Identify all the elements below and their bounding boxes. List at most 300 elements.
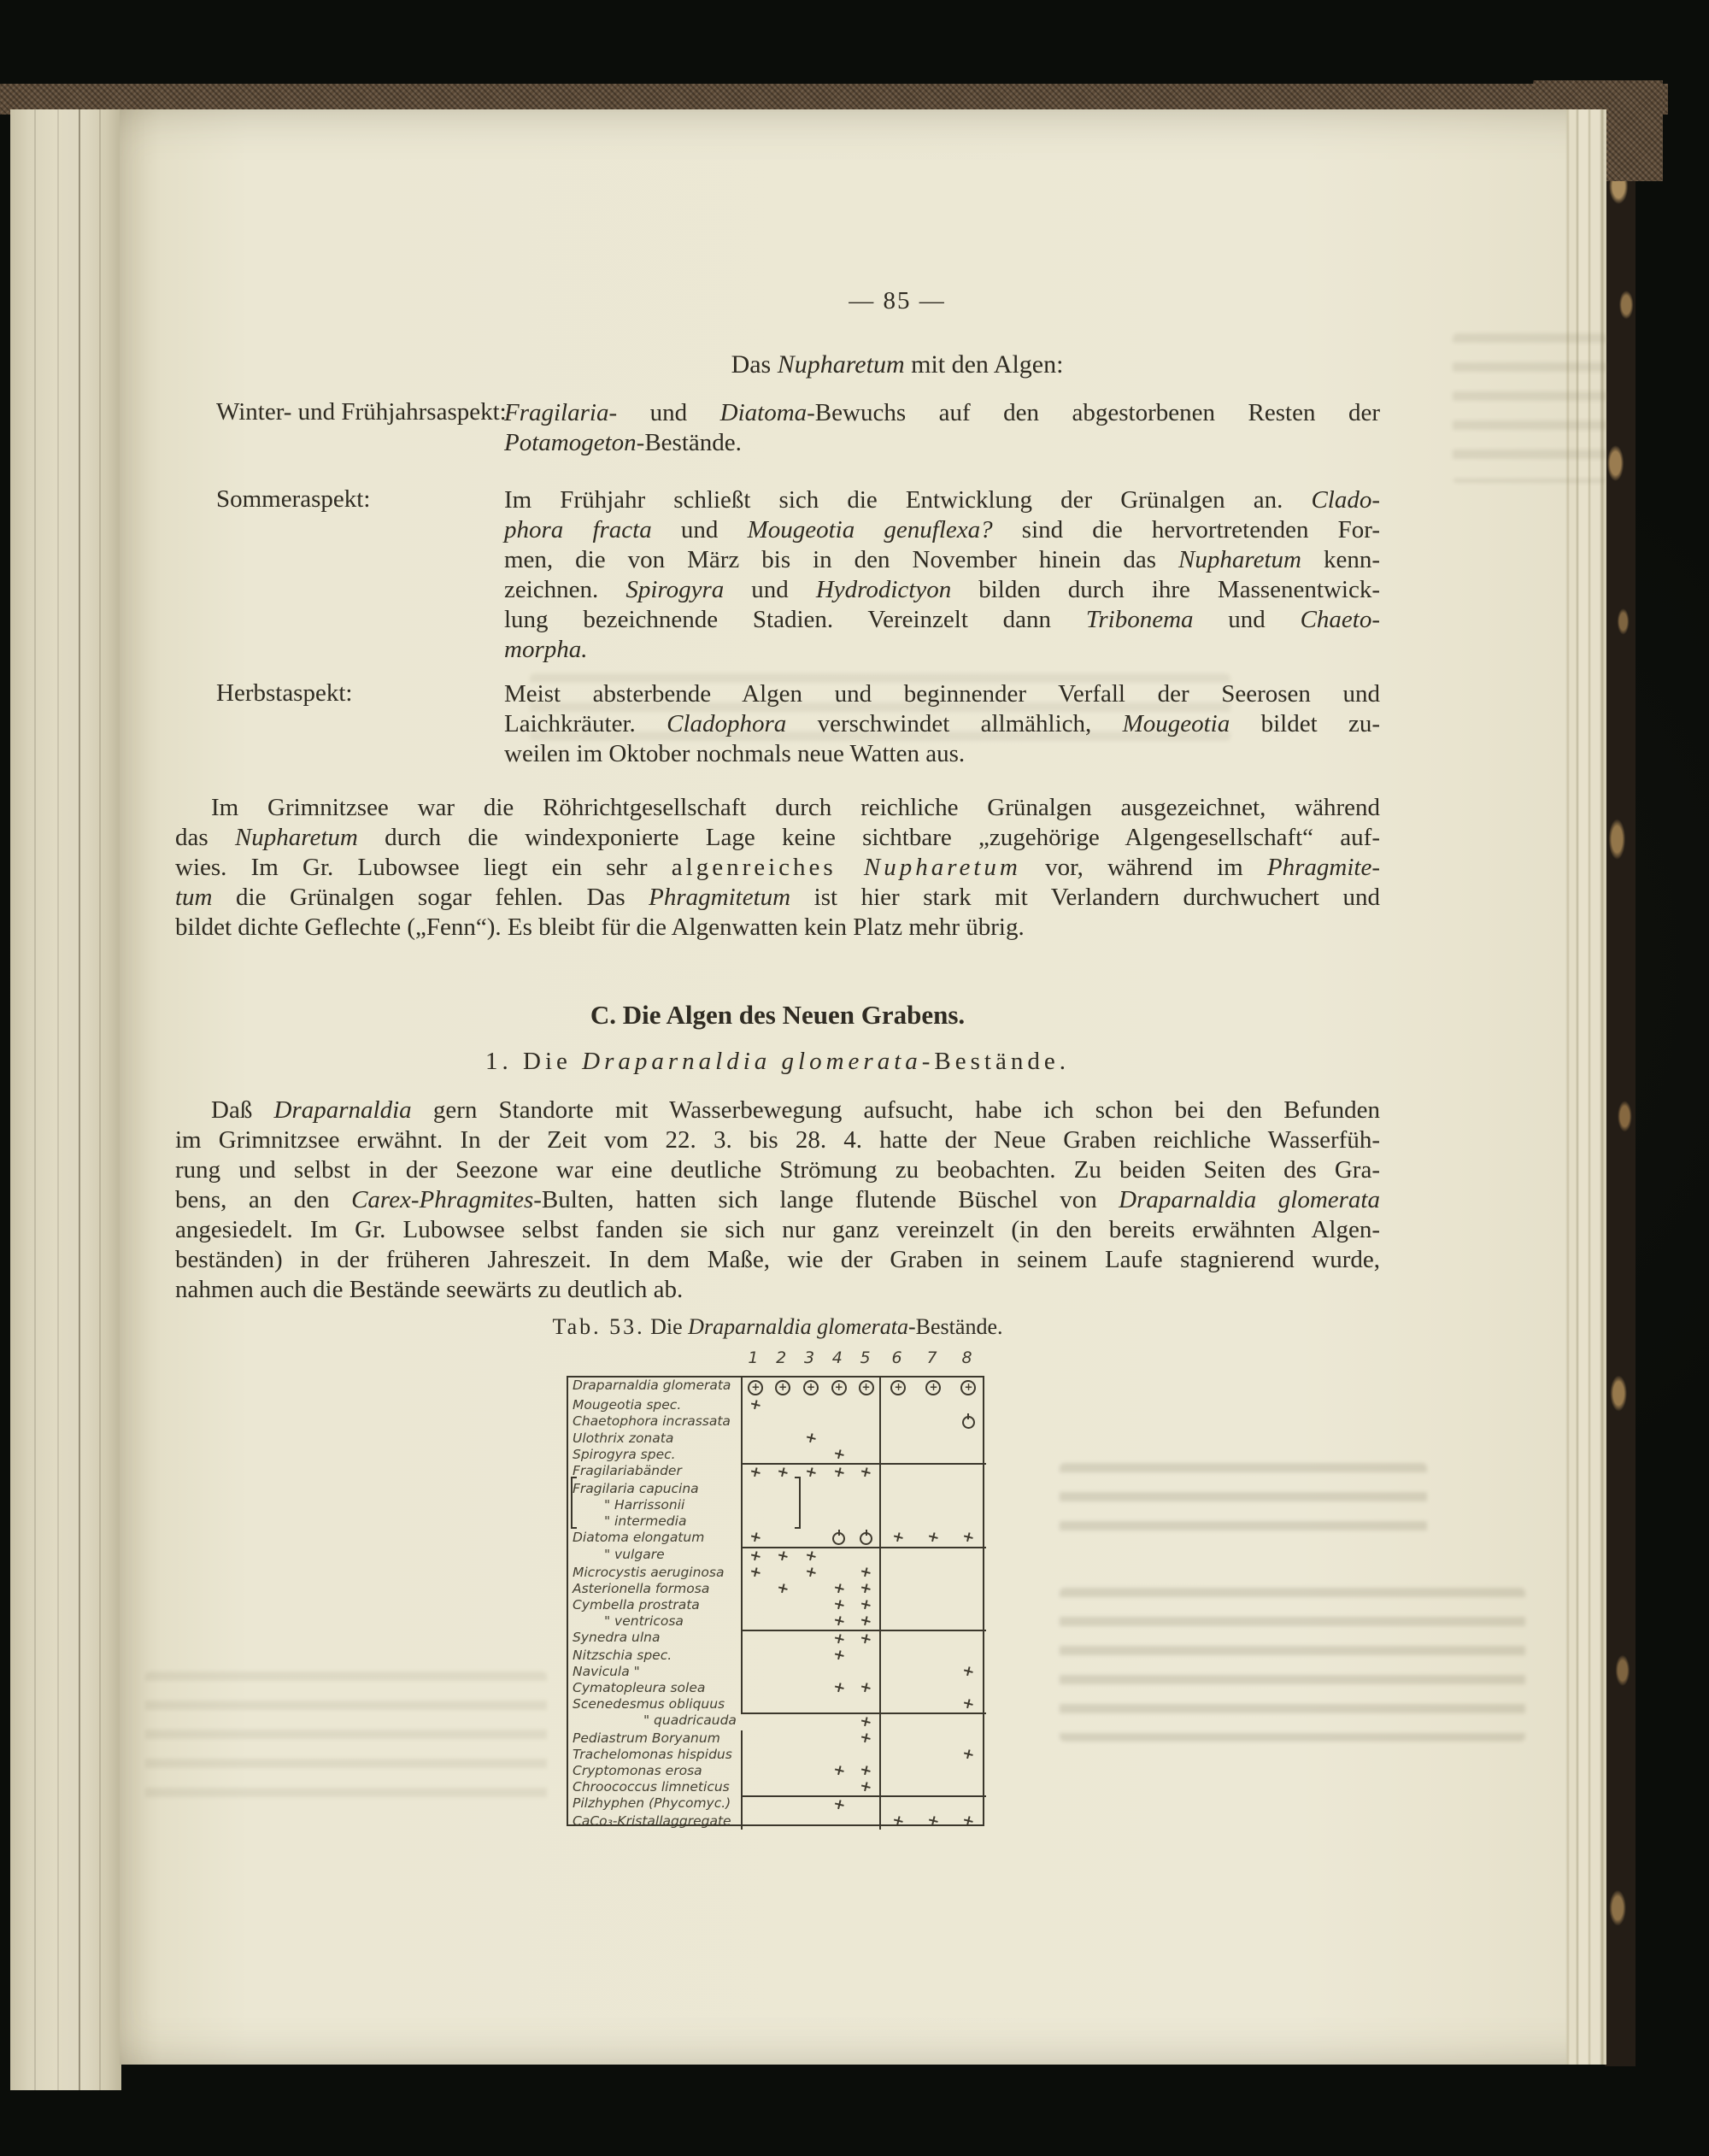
text-line: morpha. xyxy=(504,636,588,663)
circled-plus-symbol: + xyxy=(859,1380,874,1395)
aspect-text-winter xyxy=(504,398,1380,458)
table-row-label: Ulothrix zonata xyxy=(573,1430,674,1446)
table-cell xyxy=(825,1730,853,1747)
table-cell xyxy=(825,1497,853,1513)
table-cell xyxy=(853,1547,881,1565)
table-cell xyxy=(825,1712,853,1730)
table-cell xyxy=(741,1378,769,1397)
table-column-headers xyxy=(567,1347,984,1369)
table-cell xyxy=(881,1565,916,1581)
table-cell xyxy=(825,1779,853,1795)
table-cell xyxy=(797,1413,825,1430)
table-cell xyxy=(797,1779,825,1795)
table-cell xyxy=(741,1547,769,1565)
table-cell xyxy=(769,1648,797,1664)
plus-symbol: + xyxy=(858,1777,875,1797)
table-cell xyxy=(853,1447,881,1463)
table-col-header: 5 xyxy=(860,1348,871,1367)
table-cell xyxy=(797,1747,825,1763)
plus-symbol: + xyxy=(858,1562,875,1583)
table-cell xyxy=(916,1547,951,1565)
table-row-label: Pediastrum Boryanum xyxy=(573,1730,720,1746)
table-cell xyxy=(916,1463,951,1481)
table-cell xyxy=(916,1795,951,1813)
text-line: Im Frühjahr schließt sich die Entwicklung der Grünalgen an. Clado- xyxy=(504,486,1380,514)
plus-symbol: + xyxy=(925,1527,942,1548)
table-cell xyxy=(769,1481,797,1497)
table-cell xyxy=(769,1565,797,1581)
page-number: — 85 — xyxy=(849,287,946,314)
table-cell xyxy=(916,1430,951,1447)
circled-plus-symbol: + xyxy=(925,1380,941,1395)
table-cell xyxy=(825,1813,853,1830)
plus-symbol: + xyxy=(858,1677,875,1698)
table-cell xyxy=(825,1513,853,1530)
table-cell xyxy=(741,1664,769,1680)
table-cell xyxy=(769,1397,797,1413)
table-cell xyxy=(916,1481,951,1497)
table-cell xyxy=(797,1680,825,1696)
plus-symbol: + xyxy=(858,1760,875,1781)
table-cell xyxy=(881,1581,916,1597)
text-line: men, die von März bis in den November hinein das Nupharetum kenn- xyxy=(504,546,1381,573)
table-cell xyxy=(797,1530,825,1547)
table-cell xyxy=(741,1481,769,1497)
plus-symbol: + xyxy=(831,1795,848,1815)
table-cell xyxy=(769,1463,797,1481)
table-cell xyxy=(951,1763,986,1779)
table-row-label: Fragilaria capucina xyxy=(573,1481,699,1496)
plus-symbol: + xyxy=(831,1677,848,1698)
table-cell xyxy=(797,1730,825,1747)
table-row-label: Chaetophora incrassata xyxy=(573,1413,731,1429)
table-cell xyxy=(769,1779,797,1795)
table-cell xyxy=(797,1597,825,1613)
table-cell xyxy=(916,1664,951,1680)
left-page-block-edge xyxy=(10,109,121,2090)
plus-symbol: + xyxy=(748,1395,764,1415)
table-cell xyxy=(916,1648,951,1664)
table-row-label: " ventricosa xyxy=(604,1613,684,1629)
table-cell xyxy=(951,1527,986,1548)
table-cell xyxy=(769,1747,797,1763)
plus-symbol: + xyxy=(831,1462,848,1483)
table-row-label: Spirogyra spec. xyxy=(573,1447,676,1462)
table-cell xyxy=(881,1730,916,1747)
plus-symbol: + xyxy=(831,1444,848,1465)
table-cell xyxy=(741,1813,769,1830)
table-cell xyxy=(769,1730,797,1747)
table-cell xyxy=(741,1581,769,1597)
table-cell xyxy=(741,1680,769,1696)
table-cell xyxy=(797,1712,825,1730)
table-cell xyxy=(797,1613,825,1630)
intro-heading: Das Nupharetum mit den Algen: xyxy=(731,350,1064,379)
table-cell xyxy=(881,1763,916,1779)
gutter-crease xyxy=(79,109,80,2090)
table-caption: Tab. 53. Die Draparnaldia glomerata-Bestände. xyxy=(552,1314,1003,1339)
table-col-header: 6 xyxy=(891,1348,902,1367)
table-cell xyxy=(881,1664,916,1680)
table-cell xyxy=(853,1730,881,1747)
table-cell xyxy=(916,1513,951,1530)
table-cell xyxy=(916,1413,951,1430)
table-cell xyxy=(881,1630,916,1648)
table-cell xyxy=(825,1664,853,1680)
table-cell xyxy=(881,1547,916,1565)
circled-plus-symbol: + xyxy=(775,1380,790,1395)
plus-symbol: + xyxy=(858,1728,875,1748)
table-cell xyxy=(769,1378,797,1397)
table-row-label: Microcystis aeruginosa xyxy=(573,1565,725,1580)
circle-tick-symbol xyxy=(860,1532,872,1545)
table-cell xyxy=(825,1597,853,1613)
table-cell xyxy=(916,1497,951,1513)
table-cell xyxy=(825,1444,853,1465)
table-cell xyxy=(825,1747,853,1763)
table-cell xyxy=(916,1447,951,1463)
table-cell xyxy=(825,1795,853,1813)
text-line: weilen im Oktober nochmals neue Watten aus. xyxy=(504,740,966,767)
table-cell xyxy=(853,1677,881,1698)
table-cell xyxy=(769,1578,797,1599)
aspect-label-herbst: Herbstaspekt: xyxy=(216,679,353,707)
row-group-bracket xyxy=(795,1477,801,1529)
table-cell xyxy=(853,1562,881,1583)
text-line: tum die Grünalgen sogar fehlen. Das Phragmitetum ist hier stark mit Verlandern durchwuchert und xyxy=(175,884,1381,911)
table-cell xyxy=(769,1413,797,1430)
table-cell xyxy=(853,1463,881,1481)
table-cell xyxy=(916,1527,951,1548)
table-cell xyxy=(853,1481,881,1497)
table-cell xyxy=(881,1779,916,1795)
table-cell xyxy=(741,1613,769,1630)
plus-symbol: + xyxy=(748,1562,764,1583)
table-row-label: Cymatopleura solea xyxy=(573,1680,706,1695)
table-cell xyxy=(916,1565,951,1581)
table-cell xyxy=(825,1463,853,1481)
table-cell xyxy=(951,1730,986,1747)
table-cell xyxy=(769,1712,797,1730)
bleed-through-text xyxy=(530,673,1230,742)
table-cell xyxy=(881,1813,916,1830)
table-cell xyxy=(951,1447,986,1463)
circle-tick-symbol xyxy=(962,1416,975,1429)
table-cell xyxy=(741,1648,769,1664)
plus-symbol: + xyxy=(802,1462,819,1483)
table-cell xyxy=(797,1763,825,1779)
table-cell xyxy=(951,1397,986,1413)
table-cell xyxy=(916,1813,951,1830)
table-col-header: 1 xyxy=(748,1348,759,1367)
plus-symbol: + xyxy=(890,1811,907,1831)
table-cell xyxy=(797,1813,825,1830)
table-cell xyxy=(741,1763,769,1779)
plus-symbol: + xyxy=(858,1578,875,1599)
table-cell xyxy=(951,1413,986,1430)
table-cell xyxy=(741,1597,769,1613)
table-cell xyxy=(825,1530,853,1547)
table-cell xyxy=(853,1795,881,1813)
table-cell xyxy=(769,1763,797,1779)
table-cell xyxy=(951,1481,986,1497)
table-cell xyxy=(853,1578,881,1599)
table-cell xyxy=(881,1613,916,1630)
plus-symbol: + xyxy=(831,1629,848,1649)
table-row-label: Trachelomonas hispidus xyxy=(573,1747,732,1762)
table-cell xyxy=(797,1562,825,1583)
table-cell xyxy=(853,1664,881,1680)
aspect-label-sommer: Sommeraspekt: xyxy=(216,485,371,513)
table-cell xyxy=(853,1813,881,1830)
table-cell xyxy=(797,1547,825,1565)
text-line: Potamogeton-Bestände. xyxy=(504,429,742,456)
table-cell xyxy=(825,1397,853,1413)
table-cell xyxy=(825,1630,853,1648)
plus-symbol: + xyxy=(858,1611,875,1631)
table-cell xyxy=(951,1547,986,1565)
table-cell xyxy=(916,1747,951,1763)
table-cell xyxy=(769,1547,797,1565)
table-cell xyxy=(951,1513,986,1530)
section-heading: C. Die Algen des Neuen Grabens. xyxy=(590,1000,966,1030)
table-col-header: 2 xyxy=(776,1348,787,1367)
table-cell xyxy=(916,1730,951,1747)
table-cell xyxy=(951,1813,986,1830)
table-cell xyxy=(825,1578,853,1599)
table-cell xyxy=(797,1481,825,1497)
table-row-label: Pilzhyphen (Phycomyc.) xyxy=(573,1795,731,1811)
circle-tick-symbol xyxy=(832,1532,845,1545)
table-cell xyxy=(769,1613,797,1630)
table-row-label: Draparnaldia glomerata xyxy=(573,1378,731,1393)
table-cell xyxy=(797,1447,825,1463)
table-cell xyxy=(741,1779,769,1795)
table-cell xyxy=(881,1463,916,1481)
table-cell xyxy=(825,1613,853,1630)
plus-symbol: + xyxy=(858,1462,875,1483)
text-line: beständen) in der früheren Jahreszeit. In dem Maße, wie der Graben in seinem Laufe stagnierend wurde, xyxy=(175,1246,1380,1273)
table-cell xyxy=(741,1413,769,1430)
table-row-label: Mougeotia spec. xyxy=(573,1397,682,1413)
table-cell xyxy=(916,1779,951,1795)
table-cell xyxy=(825,1645,853,1665)
table-cell xyxy=(881,1527,916,1548)
text-line: Daß Draparnaldia gern Standorte mit Wasserbewegung aufsucht, habe ich schon bei den Befunden xyxy=(211,1096,1380,1124)
table-cell xyxy=(951,1648,986,1664)
table-cell xyxy=(825,1677,853,1698)
table-cell xyxy=(951,1497,986,1513)
table-cell xyxy=(916,1763,951,1779)
table-cell xyxy=(797,1648,825,1664)
table-cell xyxy=(825,1481,853,1497)
table-cell xyxy=(916,1696,951,1712)
table-cell xyxy=(853,1779,881,1795)
table-col-header: 3 xyxy=(803,1348,815,1367)
table-cell xyxy=(916,1397,951,1413)
table-cell xyxy=(797,1581,825,1597)
table-cell xyxy=(797,1397,825,1413)
table-cell xyxy=(881,1712,916,1730)
table-col-header: 4 xyxy=(831,1348,843,1367)
table-cell xyxy=(881,1513,916,1530)
table-cell xyxy=(881,1497,916,1513)
table-cell xyxy=(951,1661,986,1682)
table-cell xyxy=(916,1597,951,1613)
table-row-label: Scenedesmus obliquus xyxy=(573,1696,725,1712)
text-line: lung bezeichnende Stadien. Vereinzelt dann Tribonema und Chaeto- xyxy=(504,606,1380,633)
plus-symbol: + xyxy=(774,1462,791,1483)
table-cell xyxy=(853,1513,881,1530)
table-cell xyxy=(825,1760,853,1781)
table-cell xyxy=(741,1795,769,1813)
plus-symbol: + xyxy=(960,1744,977,1765)
table-cell xyxy=(951,1712,986,1730)
table-cell xyxy=(853,1630,881,1648)
table-row-label: " vulgare xyxy=(604,1547,665,1562)
table-cell xyxy=(741,1712,769,1730)
table-cell xyxy=(769,1696,797,1712)
text-line: phora fracta und Mougeotia genuflexa? sind die hervortretenden For- xyxy=(504,516,1381,543)
table-cell xyxy=(853,1413,881,1430)
table-cell xyxy=(853,1530,881,1547)
table-cell xyxy=(741,1730,769,1747)
table-cell xyxy=(853,1712,881,1730)
table-cell xyxy=(853,1430,881,1447)
plus-symbol: + xyxy=(802,1428,819,1448)
table-row-label: Nitzschia spec. xyxy=(573,1648,672,1663)
table-cell xyxy=(741,1630,769,1648)
table-cell xyxy=(881,1481,916,1497)
table-row-label: " quadricauda xyxy=(643,1712,737,1728)
aspect-text-sommer xyxy=(504,485,1380,665)
table-cell xyxy=(916,1630,951,1648)
table-row-label: " Harrissonii xyxy=(604,1497,685,1513)
bleed-through-text xyxy=(1060,1588,1525,1742)
table-cell xyxy=(951,1565,986,1581)
table-cell xyxy=(797,1497,825,1513)
table-cell xyxy=(825,1378,853,1397)
table-cell xyxy=(741,1696,769,1712)
plus-symbol: + xyxy=(960,1811,977,1831)
table-cell xyxy=(797,1463,825,1481)
plus-symbol: + xyxy=(831,1578,848,1599)
table-cell xyxy=(951,1779,986,1795)
circled-plus-symbol: + xyxy=(890,1380,906,1395)
table-cell xyxy=(951,1696,986,1712)
table-cell xyxy=(853,1613,881,1630)
circled-plus-symbol: + xyxy=(803,1380,819,1395)
text-line: rung und selbst in der Seezone war eine deutliche Strömung zu beobachten. Zu beiden Seiten des Gra- xyxy=(175,1156,1380,1184)
table-cell xyxy=(881,1680,916,1696)
table-cell xyxy=(853,1760,881,1781)
circled-plus-symbol: + xyxy=(748,1380,763,1395)
table-cell xyxy=(916,1613,951,1630)
table-cell xyxy=(741,1430,769,1447)
table-cell xyxy=(825,1430,853,1447)
circled-plus-symbol: + xyxy=(831,1380,847,1395)
text-line: angesiedelt. Im Gr. Lubowsee selbst fanden sie sich nur ganz vereinzelt (in den bereits erwähnten Algen- xyxy=(175,1216,1380,1243)
table-cell xyxy=(853,1648,881,1664)
table-row-label: Cymbella prostrata xyxy=(573,1597,700,1613)
table-cell xyxy=(951,1630,986,1648)
text-line: Im Grimnitzsee war die Röhrichtgesellschaft durch reichliche Grünalgen ausgezeichnet, während xyxy=(211,794,1380,821)
table-cell xyxy=(951,1463,986,1481)
table-cell xyxy=(951,1744,986,1765)
text-line: Fragilaria- und Diatoma-Bewuchs auf den abgestorbenen Resten der xyxy=(504,399,1380,426)
plus-symbol: + xyxy=(831,1611,848,1631)
table-cell xyxy=(769,1664,797,1680)
table-cell xyxy=(797,1430,825,1447)
text-line: bildet dichte Geflechte („Fenn“). Es bleibt für die Algenwatten kein Platz mehr übrig. xyxy=(175,914,1025,941)
table-cell xyxy=(797,1795,825,1813)
plus-symbol: + xyxy=(802,1546,819,1566)
table-cell xyxy=(741,1497,769,1513)
plus-symbol: + xyxy=(748,1527,764,1548)
table-cell xyxy=(769,1497,797,1513)
book-cover-edge-right xyxy=(1605,87,1636,2066)
plus-symbol: + xyxy=(774,1546,791,1566)
table-cell xyxy=(741,1513,769,1530)
subsection-heading: 1. Die Draparnaldia glomerata-Bestände. xyxy=(485,1048,1070,1075)
table-cell xyxy=(951,1680,986,1696)
text-line: Laichkräuter. Cladophora verschwindet allmählich, Mougeotia bildet zu- xyxy=(504,710,1380,737)
table-cell xyxy=(853,1696,881,1712)
table-cell xyxy=(853,1397,881,1413)
text-line: im Grimnitzsee erwähnt. In der Zeit vom 22. 3. bis 28. 4. hatte der Neue Graben reichliche Wasserfüh- xyxy=(175,1126,1380,1154)
table-cell xyxy=(951,1581,986,1597)
table-cell xyxy=(853,1378,881,1397)
table-row-label: Chroococcus limneticus xyxy=(573,1779,730,1795)
table-cell xyxy=(797,1696,825,1712)
bleed-through-text xyxy=(1453,333,1606,483)
table-cell xyxy=(769,1447,797,1463)
table-cell xyxy=(881,1430,916,1447)
table-row-label: Asterionella formosa xyxy=(573,1581,710,1596)
page-edge-line xyxy=(34,109,36,2090)
plus-symbol: + xyxy=(925,1811,942,1831)
table-cell xyxy=(881,1648,916,1664)
table-cell xyxy=(916,1378,951,1397)
plus-symbol: + xyxy=(748,1546,764,1566)
text-line: zeichnen. Spirogyra und Hydrodictyon bilden durch ihre Massenentwick- xyxy=(504,576,1380,603)
table-cell xyxy=(916,1680,951,1696)
table-cell xyxy=(769,1530,797,1547)
table-cell xyxy=(881,1413,916,1430)
table-cell xyxy=(769,1795,797,1813)
circled-plus-symbol: + xyxy=(960,1380,976,1395)
table-row-label: " intermedia xyxy=(604,1513,687,1529)
table-cell xyxy=(853,1747,881,1763)
table-cell xyxy=(797,1664,825,1680)
table-row-label: Cryptomonas erosa xyxy=(573,1763,702,1778)
plus-symbol: + xyxy=(960,1527,977,1548)
table-row-label: Diatoma elongatum xyxy=(573,1530,705,1545)
table-cell xyxy=(741,1463,769,1481)
page-edge-line xyxy=(57,109,59,2090)
plus-symbol: + xyxy=(890,1527,907,1548)
table-cell xyxy=(741,1397,769,1413)
table-cell xyxy=(825,1696,853,1712)
table-cell xyxy=(797,1630,825,1648)
plus-symbol: + xyxy=(858,1629,875,1649)
table-cell xyxy=(951,1613,986,1630)
table-row-label: Navicula " xyxy=(573,1664,640,1679)
table-cell xyxy=(769,1430,797,1447)
table-cell xyxy=(825,1547,853,1565)
table-cell xyxy=(916,1712,951,1730)
table-cell xyxy=(881,1378,916,1397)
